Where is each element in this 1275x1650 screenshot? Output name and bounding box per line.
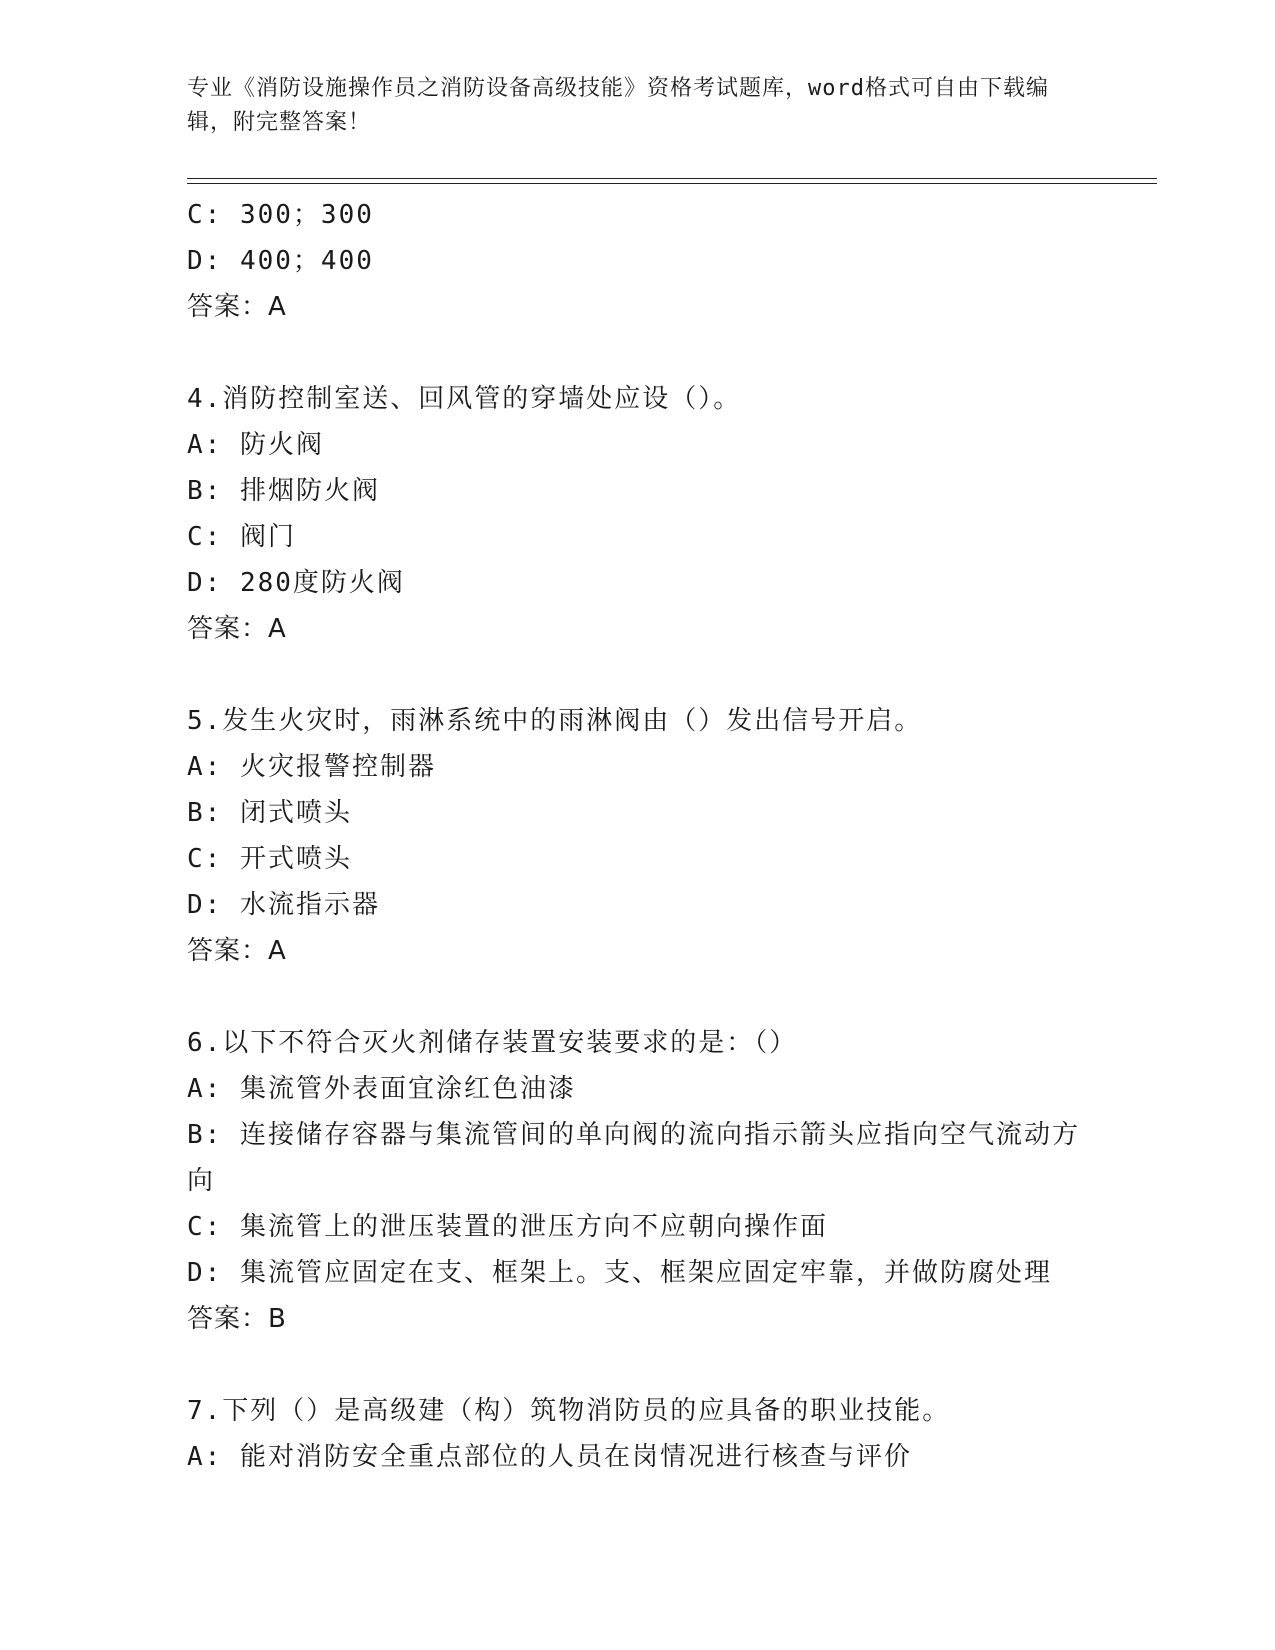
spacer xyxy=(187,974,1087,1020)
option-c: C: 300；300 xyxy=(187,200,374,230)
option-a: A: 防火阀 xyxy=(187,430,324,460)
question-block-3-tail xyxy=(187,192,1087,330)
option-c: C: 集流管上的泄压装置的泄压方向不应朝向操作面 xyxy=(187,1212,828,1242)
option-d: D: 水流指示器 xyxy=(187,890,380,920)
question-block-6 xyxy=(187,1020,1087,1342)
document-header xyxy=(187,72,1087,140)
option-a: A: 火灾报警控制器 xyxy=(187,752,436,782)
option-b: B: 排烟防火阀 xyxy=(187,476,380,506)
question-block-5 xyxy=(187,698,1087,974)
option-b: B: 连接储存容器与集流管间的单向阀的流向指示箭头应指向空气流动方向 xyxy=(187,1120,1080,1196)
option-a: A: 集流管外表面宜涂红色油漆 xyxy=(187,1074,576,1104)
spacer xyxy=(187,652,1087,698)
option-b: B: 闭式喷头 xyxy=(187,798,352,828)
question-list xyxy=(187,192,1087,1480)
option-c: C: 阀门 xyxy=(187,522,296,552)
question-stem: 7.下列（）是高级建（构）筑物消防员的应具备的职业技能。 xyxy=(187,1396,951,1426)
option-d: D: 400；400 xyxy=(187,246,374,276)
header-rule-bottom xyxy=(187,183,1157,184)
option-d: D: 280度防火阀 xyxy=(187,568,405,598)
answer-line: 答案：A xyxy=(187,936,287,966)
question-block-4 xyxy=(187,376,1087,652)
answer-line: 答案：A xyxy=(187,292,287,322)
question-stem: 4.消防控制室送、回风管的穿墙处应设（）。 xyxy=(187,384,742,414)
question-stem: 6.以下不符合灭火剂储存装置安装要求的是：（） xyxy=(187,1028,798,1058)
answer-line: 答案：B xyxy=(187,1304,287,1334)
question-block-7 xyxy=(187,1388,1087,1480)
spacer xyxy=(187,1342,1087,1388)
option-d: D: 集流管应固定在支、框架上。支、框架应固定牢靠，并做防腐处理 xyxy=(187,1258,1052,1288)
question-stem: 5.发生火灾时，雨淋系统中的雨淋阀由（）发出信号开启。 xyxy=(187,706,923,736)
header-text: 专业《消防设施操作员之消防设备高级技能》资格考试题库，word格式可自由下载编辑，附完整答案！ xyxy=(187,76,1049,135)
option-c: C: 开式喷头 xyxy=(187,844,352,874)
answer-line: 答案：A xyxy=(187,614,287,644)
spacer xyxy=(187,330,1087,376)
option-a: A: 能对消防安全重点部位的人员在岗情况进行核查与评价 xyxy=(187,1442,912,1472)
header-rule-top xyxy=(187,178,1157,179)
